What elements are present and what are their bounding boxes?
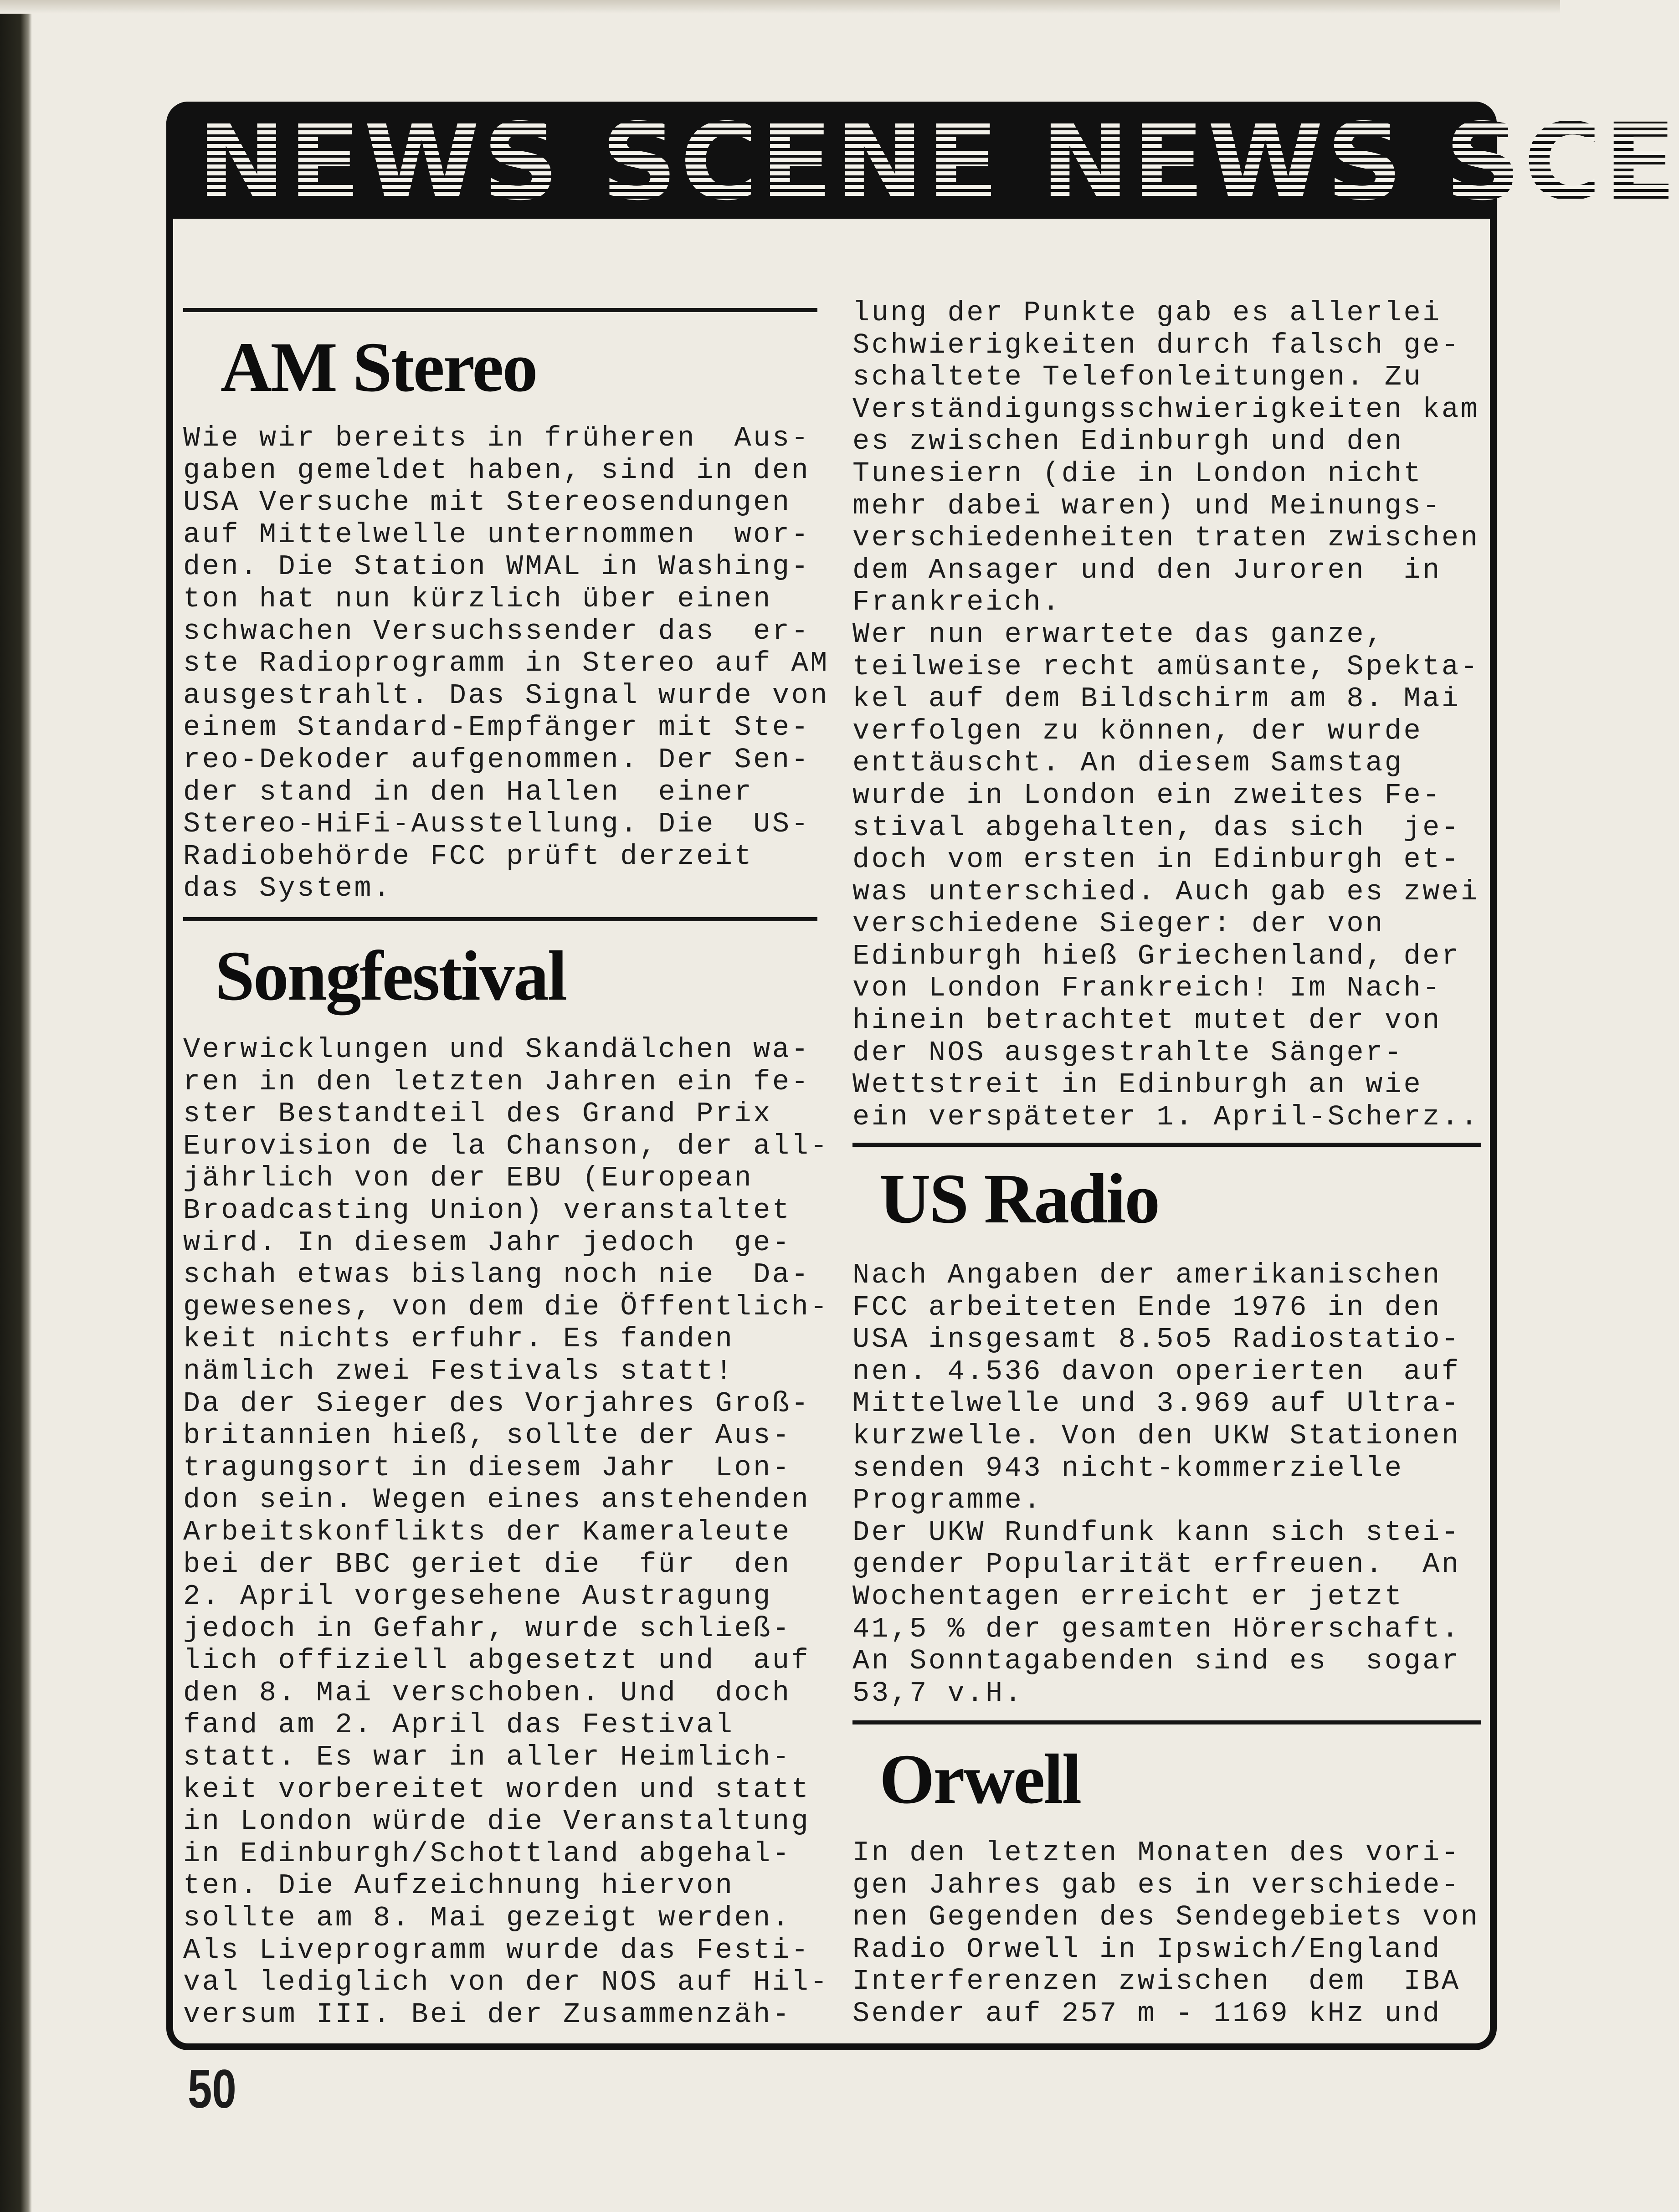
text-line: ton hat nun kürzlich über einen xyxy=(183,582,772,615)
text-line: den. Die Station WMAL in Washing- xyxy=(183,550,811,583)
text-line: Schwierigkeiten durch falsch ge- xyxy=(852,328,1461,361)
text-line: einem Standard-Empfänger mit Ste- xyxy=(183,711,811,744)
text-line: Da der Sieger des Vorjahres Groß- xyxy=(183,1387,811,1420)
text-line: lung der Punkte gab es allerlei xyxy=(852,297,1442,329)
text-line: Tunesiern (die in London nicht xyxy=(852,457,1423,490)
text-line: jährlich von der EBU (European xyxy=(183,1162,754,1195)
text-line: gaben gemeldet haben, sind in den xyxy=(183,454,811,487)
text-line: es zwischen Edinburgh und den xyxy=(852,425,1404,458)
text-line: don sein. Wegen eines anstehenden xyxy=(183,1483,811,1516)
text-line: Sender auf 257 m - 1169 kHz und xyxy=(852,1997,1442,2030)
divider-rule xyxy=(852,1720,1481,1724)
text-line: val lediglich von der NOS auf Hil- xyxy=(183,1966,830,1999)
text-line: Als Liveprogramm wurde das Festi- xyxy=(183,1934,811,1966)
text-line: Stereo-HiFi-Ausstellung. Die US- xyxy=(183,808,811,841)
text-line: Arbeitskonflikts der Kameraleute xyxy=(183,1515,791,1548)
text-line: 53,7 v.H. xyxy=(852,1677,1024,1709)
text-line: USA insgesamt 8.5o5 Radiostatio- xyxy=(852,1323,1461,1356)
text-line: ten. Die Aufzeichnung hiervon xyxy=(183,1869,734,1902)
heading-am-stereo: AM Stereo xyxy=(221,328,537,406)
text-line: auf Mittelwelle unternommen wor- xyxy=(183,518,811,551)
text-line: Broadcasting Union) veranstaltet xyxy=(183,1194,791,1227)
text-line: tragungsort in diesem Jahr Lon- xyxy=(183,1451,791,1484)
heading-orwell: Orwell xyxy=(879,1740,1081,1818)
text-line: nen. 4.536 davon operierten auf xyxy=(852,1355,1461,1388)
divider-rule xyxy=(852,1143,1481,1147)
text-line: gen Jahres gab es in verschiede- xyxy=(852,1868,1461,1901)
text-line: stival abgehalten, das sich je- xyxy=(852,811,1461,844)
text-line: Radio Orwell in Ipswich/England xyxy=(852,1933,1442,1966)
text-line: FCC arbeiteten Ende 1976 in den xyxy=(852,1291,1442,1324)
text-line: ausgestrahlt. Das Signal wurde von xyxy=(183,679,830,712)
text-line: hinein betrachtet mutet der von xyxy=(852,1004,1442,1037)
text-line: versum III. Bei der Zusammenzäh- xyxy=(183,1998,791,2031)
text-line: keit vorbereitet worden und statt xyxy=(183,1773,811,1806)
heading-songfestival: Songfestival xyxy=(215,936,566,1015)
text-line: jedoch in Gefahr, wurde schließ- xyxy=(183,1612,791,1645)
text-line: mehr dabei waren) und Meinungs- xyxy=(852,489,1442,522)
text-line: teilweise recht amüsante, Spekta- xyxy=(852,650,1480,683)
text-line: dem Ansager und den Juroren in xyxy=(852,554,1442,586)
text-line: sollte am 8. Mai gezeigt werden. xyxy=(183,1902,791,1935)
text-line: keit nichts erfuhr. Es fanden xyxy=(183,1323,734,1355)
text-line: verfolgen zu können, der wurde xyxy=(852,714,1423,747)
text-line: gender Popularität erfreuen. An xyxy=(852,1548,1461,1581)
text-line: Wochentagen erreicht er jetzt xyxy=(852,1580,1404,1613)
article-am-stereo-body xyxy=(183,422,829,905)
text-line: in London würde die Veranstaltung xyxy=(183,1805,811,1838)
divider-rule xyxy=(183,308,817,312)
text-line: 41,5 % der gesamten Hörerschaft. xyxy=(852,1612,1461,1645)
text-line: Edinburgh hieß Griechenland, der xyxy=(852,939,1461,972)
text-line: schaltete Telefonleitungen. Zu xyxy=(852,361,1423,394)
text-line: Verständigungsschwierigkeiten kam xyxy=(852,393,1480,426)
article-songfestival-continuation xyxy=(852,297,1479,1133)
text-line: ren in den letzten Jahren ein fe- xyxy=(183,1065,811,1098)
text-line: kel auf dem Bildschirm am 8. Mai xyxy=(852,683,1461,715)
text-line: Der UKW Rundfunk kann sich stei- xyxy=(852,1516,1461,1549)
text-line: bei der BBC geriet die für den xyxy=(183,1548,791,1581)
heading-us-radio: US Radio xyxy=(879,1159,1159,1238)
text-line: wurde in London ein zweites Fe- xyxy=(852,779,1442,811)
text-line: der stand in den Hallen einer xyxy=(183,775,754,808)
text-line: fand am 2. April das Festival xyxy=(183,1709,734,1741)
text-line: enttäuscht. An diesem Samstag xyxy=(852,747,1404,780)
news-scene-banner xyxy=(166,101,1679,224)
text-line: statt. Es war in aller Heimlich- xyxy=(183,1741,791,1774)
article-orwell-body xyxy=(852,1837,1479,2030)
text-line: ster Bestandteil des Grand Prix xyxy=(183,1098,772,1130)
text-line: Verwicklungen und Skandälchen wa- xyxy=(183,1033,811,1066)
text-line: ste Radioprogramm in Stereo auf AM xyxy=(183,647,830,680)
text-line: USA Versuche mit Stereosendungen xyxy=(183,486,791,519)
text-line: senden 943 nicht-kommerzielle xyxy=(852,1452,1404,1484)
text-line: Programme. xyxy=(852,1484,1043,1517)
text-line: nämlich zwei Festivals statt! xyxy=(183,1355,734,1387)
text-line: reo-Dekoder aufgenommen. Der Sen- xyxy=(183,743,811,776)
text-line: von London Frankreich! Im Nach- xyxy=(852,972,1442,1005)
text-line: ein verspäteter 1. April-Scherz.. xyxy=(852,1100,1480,1133)
text-line: was unterschied. Auch gab es zwei xyxy=(852,875,1480,908)
divider-rule xyxy=(183,917,817,921)
text-line: gewesenes, von dem die Öffentlich- xyxy=(183,1290,830,1323)
text-line: Nach Angaben der amerikanischen xyxy=(852,1259,1442,1291)
text-line: An Sonntagabenden sind es sogar xyxy=(852,1645,1461,1678)
text-line: schwachen Versuchssender das er- xyxy=(183,615,811,647)
text-line: In den letzten Monaten des vori- xyxy=(852,1837,1461,1869)
text-line: Eurovision de la Chanson, der all- xyxy=(183,1129,830,1162)
text-line: britannien hieß, sollte der Aus- xyxy=(183,1419,791,1452)
text-line: 2. April vorgesehene Austragung xyxy=(183,1580,772,1613)
text-line: der NOS ausgestrahlte Sänger- xyxy=(852,1036,1404,1069)
page-number: 50 xyxy=(188,2058,236,2120)
article-songfestival-body xyxy=(183,1034,829,2031)
text-line: Radiobehörde FCC prüft derzeit xyxy=(183,840,754,872)
text-line: doch vom ersten in Edinburgh et- xyxy=(852,843,1461,876)
page-top-edge xyxy=(0,0,1560,14)
text-line: schah etwas bislang noch nie Da- xyxy=(183,1258,811,1291)
text-line: kurzwelle. Von den UKW Stationen xyxy=(852,1419,1461,1452)
text-line: Wer nun erwartete das ganze, xyxy=(852,618,1385,651)
text-line: Wettstreit in Edinburgh an wie xyxy=(852,1068,1423,1101)
text-line: lich offiziell abgesetzt und auf xyxy=(183,1644,811,1677)
text-line: in Edinburgh/Schottland abgehal- xyxy=(183,1837,791,1870)
text-line: Frankreich. xyxy=(852,586,1062,619)
text-line: verschiedenheiten traten zwischen xyxy=(852,522,1480,554)
banner-title: NEWS SCENE NEWS SCE xyxy=(197,101,1679,224)
binding-edge xyxy=(0,0,32,2212)
text-line: nen Gegenden des Sendegebiets von xyxy=(852,1901,1480,1934)
text-line: Mittelwelle und 3.969 auf Ultra- xyxy=(852,1387,1461,1420)
text-line: verschiedene Sieger: der von xyxy=(852,908,1385,940)
text-line: wird. In diesem Jahr jedoch ge- xyxy=(183,1226,791,1259)
text-line: Interferenzen zwischen dem IBA xyxy=(852,1965,1461,1998)
article-us-radio-body xyxy=(852,1259,1461,1709)
text-line: den 8. Mai verschoben. Und doch xyxy=(183,1676,791,1709)
text-line: Wie wir bereits in früheren Aus- xyxy=(183,422,811,454)
text-line: das System. xyxy=(183,872,392,905)
